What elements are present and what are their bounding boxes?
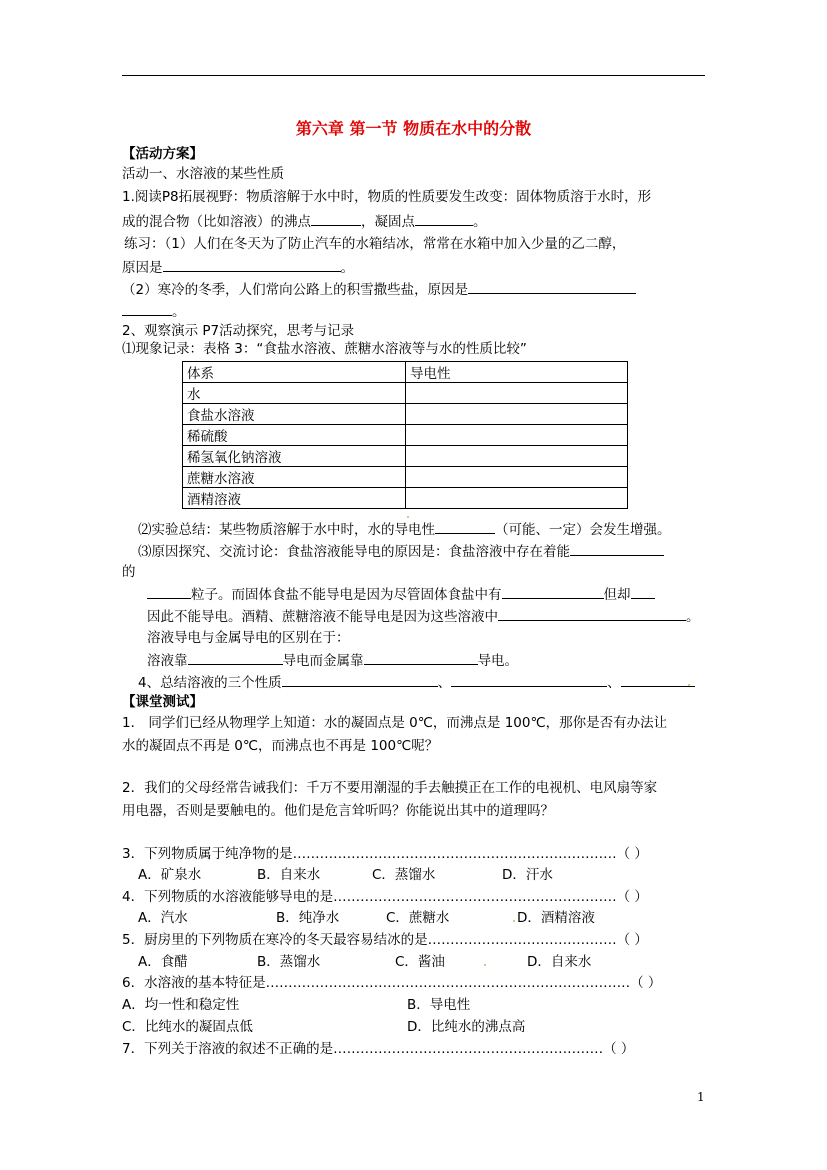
question-4: 4．下列物质的水溶液能够导电的是………………………………………………………（ ） — [122, 889, 648, 905]
blank — [498, 607, 686, 621]
q6-option-a: A．均一性和稳定性 — [122, 997, 240, 1013]
blank — [570, 542, 664, 556]
difference-line-text: 溶液靠 — [147, 653, 188, 669]
question-6: 6．水溶液的基本特征是………………………………………………………………………（ ） — [122, 975, 662, 991]
cause-line-3-text: 因此不能导电。酒精、蔗糖溶液不能导电是因为这些溶液中 — [147, 609, 498, 625]
difference-heading: 溶液导电与金属导电的区别在于： — [147, 630, 350, 646]
separator: 、 — [607, 675, 621, 691]
cause-discussion — [138, 542, 664, 561]
exercise-1b — [122, 258, 354, 277]
table-cell: 食盐水溶液 — [183, 404, 406, 425]
para-1a: 1.阅读P8拓展视野：物质溶解于水中时，物质的性质要发生改变：固体物质溶于水时，形 — [122, 189, 652, 205]
q3-option-a: A．矿泉水 — [138, 867, 202, 883]
activity-two: 2、观察演示 P7活动探究，思考与记录 — [122, 323, 355, 339]
table-row — [183, 467, 628, 488]
q3-option-d: D．汗水 — [502, 867, 553, 883]
difference-line-mid: 导电而金属靠 — [282, 653, 364, 669]
blank — [364, 651, 478, 665]
table-cell-empty — [406, 383, 628, 404]
question-1b: 水的凝固点不再是 0℃，而沸点也不再是 100℃呢？ — [122, 738, 439, 754]
table-header-conductivity: 导电性 — [406, 362, 628, 383]
question-3: 3．下列物质属于纯净物的是………………………………………………………………（ ） — [122, 846, 648, 862]
exercise-2b-end: 。 — [172, 304, 186, 320]
question-2b: 用电器，否则是要触电的。他们是危言耸听吗？你能说出其中的道理吗？ — [122, 803, 554, 819]
experiment-summary-end: （可能、一定）会发生增强。 — [495, 522, 671, 538]
table-cell-empty — [406, 446, 628, 467]
scan-speck — [484, 964, 486, 966]
three-properties — [138, 673, 695, 692]
q3-option-b: B．自来水 — [257, 867, 321, 883]
cause-line-2-mid: 但却 — [603, 587, 631, 603]
table-cell: 稀氢氧化钠溶液 — [183, 446, 406, 467]
q5-option-a: A．食醋 — [138, 954, 188, 970]
separator: 、 — [437, 675, 452, 691]
table-row — [183, 425, 628, 446]
question-2a: 2．我们的父母经常告诫我们：千万不要用潮湿的手去触摸正在工作的电视机、电风扇等家 — [122, 780, 658, 796]
blank — [468, 280, 636, 294]
cause-line-3-end: 。 — [686, 609, 700, 625]
page-number: 1 — [697, 1090, 705, 1104]
comparison-table — [182, 361, 628, 509]
table-cell-empty — [406, 488, 628, 509]
question-5: 5．厨房里的下列物质在寒冷的冬天最容易结冰的是……………………………………（ ） — [122, 932, 648, 948]
page-title: 第六章 第一节 物质在水中的分散 — [295, 119, 532, 138]
experiment-summary — [138, 520, 671, 539]
q5-option-d: D．自来水 — [527, 954, 592, 970]
exercise-2a — [122, 280, 636, 299]
header-rule — [122, 75, 705, 76]
difference-line — [147, 651, 518, 670]
table-header-system: 体系 — [183, 362, 406, 383]
q6-option-b: B．导电性 — [407, 997, 471, 1013]
table-cell-empty — [406, 404, 628, 425]
blank — [311, 212, 361, 226]
scan-speck — [688, 684, 690, 686]
table-row — [183, 488, 628, 509]
para-1b-text: 成的混合物（比如溶液）的沸点 — [122, 214, 311, 230]
exercise-2a-text: （2）寒冷的冬季，人们常向公路上的积雪撒些盐，原因是 — [122, 282, 469, 298]
blank — [451, 673, 607, 687]
q4-option-b: B．纯净水 — [276, 910, 340, 926]
table-cell: 酒精溶液 — [183, 488, 406, 509]
activity-one: 活动一、水溶液的某些性质 — [122, 166, 284, 182]
question-7: 7．下列关于溶液的叙述不正确的是……………………………………………………（ ） — [122, 1041, 635, 1057]
blank — [415, 212, 473, 226]
table-cell: 水 — [183, 383, 406, 404]
para-1b-mid: ，凝固点 — [361, 214, 415, 230]
table-cell-empty — [406, 467, 628, 488]
q4-option-c: C．蔗糖水 — [386, 910, 450, 926]
cause-de: 的 — [122, 564, 136, 580]
table-header-row — [183, 362, 628, 383]
blank — [621, 673, 695, 687]
blank — [122, 302, 172, 316]
para-1b — [122, 212, 487, 231]
blank — [631, 585, 655, 599]
q6-option-d: D．比纯水的沸点高 — [407, 1019, 526, 1035]
blank — [163, 258, 341, 272]
observation-record: ⑴现象记录：表格 3：“食盐水溶液、蔗糖水溶液等与水的性质比较” — [122, 341, 527, 357]
scan-speck — [513, 920, 515, 922]
cause-line-2 — [147, 585, 655, 604]
q4-option-d: D．酒精溶液 — [517, 910, 595, 926]
q5-option-b: B．蒸馏水 — [257, 954, 321, 970]
difference-line-end: 导电。 — [477, 653, 518, 669]
three-properties-text: 4、总结溶液的三个性质 — [138, 675, 282, 691]
table-cell-empty — [406, 425, 628, 446]
q6-option-c: C．比纯水的凝固点低 — [122, 1019, 253, 1035]
table-cell: 蔗糖水溶液 — [183, 467, 406, 488]
cause-line-3 — [147, 607, 700, 626]
table-cell: 稀硫酸 — [183, 425, 406, 446]
blank — [502, 585, 604, 599]
exercise-2b — [122, 302, 186, 321]
exercise-1b-text: 原因是 — [122, 260, 163, 276]
table-row — [183, 404, 628, 425]
q5-option-c: C．酱油 — [395, 954, 445, 970]
blank — [282, 673, 438, 687]
exercise-1b-end: 。 — [340, 260, 354, 276]
table-row — [183, 446, 628, 467]
blank — [435, 520, 495, 534]
cause-discussion-text: ⑶原因探究、交流讨论：食盐溶液能导电的原因是：食盐溶液中存在着能 — [138, 544, 570, 560]
experiment-summary-text: ⑵实验总结：某些物质溶解于水中时，水的导电性 — [138, 522, 435, 538]
scan-speck — [407, 516, 409, 518]
test-header: 【课堂测试】 — [122, 694, 203, 710]
cause-line-2-text: 粒子。而固体食盐不能导电是因为尽管固体食盐中有 — [191, 587, 502, 603]
para-1b-end: 。 — [473, 214, 487, 230]
q4-option-a: A．汽水 — [138, 910, 188, 926]
blank — [188, 651, 283, 665]
blank — [147, 585, 191, 599]
table-row — [183, 383, 628, 404]
exercise-1a: 练习：（1）人们在冬天为了防止汽车的水箱结冰，常常在水箱中加入少量的乙二醇， — [124, 236, 626, 252]
q3-option-c: C．蒸馏水 — [372, 867, 436, 883]
question-1a: 1． 同学们已经从物理学上知道：水的凝固点是 0℃，而沸点是 100℃，那你是否有办法让 — [122, 715, 668, 731]
plan-header: 【活动方案】 — [122, 146, 203, 162]
